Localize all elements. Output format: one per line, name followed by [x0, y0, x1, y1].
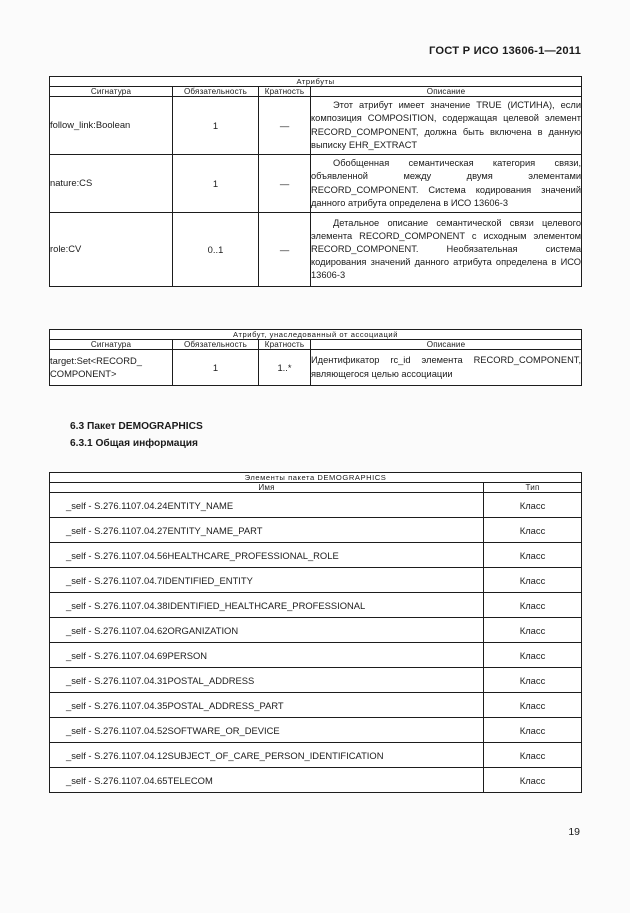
element-type: Класс — [484, 718, 582, 743]
table-header-row — [50, 87, 582, 97]
column-header-obligation: Обязательность — [173, 87, 259, 97]
element-type: Класс — [484, 768, 582, 793]
element-name: _self - S.276.1107.04.38IDENTIFIED_HEALTHCARE_PROFESSIONAL — [50, 593, 484, 618]
element-name: _self - S.276.1107.04.52SOFTWARE_OR_DEVICE — [50, 718, 484, 743]
attribute-obligation: 1 — [173, 155, 259, 213]
table-caption-row — [50, 473, 582, 483]
demographics-elements-table — [49, 472, 582, 793]
attribute-cardinality: — — [259, 213, 311, 287]
table-row — [50, 693, 582, 718]
table-row — [50, 668, 582, 693]
element-name: _self - S.276.1107.04.35POSTAL_ADDRESS_PART — [50, 693, 484, 718]
attribute-obligation: 1 — [173, 350, 259, 386]
table-row — [50, 213, 582, 287]
column-header-signature: Сигнатура — [50, 87, 173, 97]
element-type: Класс — [484, 668, 582, 693]
attribute-signature: target:Set<RECORD_ COMPONENT> — [50, 350, 173, 386]
table-header-row — [50, 483, 582, 493]
column-header-name: Имя — [50, 483, 484, 493]
table-row — [50, 493, 582, 518]
element-type: Класс — [484, 593, 582, 618]
attribute-signature: nature:CS — [50, 155, 173, 213]
demographics-table-caption: Элементы пакета DEMOGRAPHICS — [50, 473, 582, 483]
table-row — [50, 543, 582, 568]
page-number: 19 — [568, 826, 580, 838]
element-type: Класс — [484, 618, 582, 643]
table-row — [50, 155, 582, 213]
standard-designation: ГОСТ Р ИСО 13606-1—2011 — [429, 45, 581, 57]
attribute-signature: follow_link:Boolean — [50, 97, 173, 155]
element-name: _self - S.276.1107.04.7IDENTIFIED_ENTITY — [50, 568, 484, 593]
attribute-obligation: 0..1 — [173, 213, 259, 287]
column-header-description: Описание — [311, 87, 582, 97]
attribute-cardinality: — — [259, 97, 311, 155]
element-name: _self - S.276.1107.04.62ORGANIZATION — [50, 618, 484, 643]
table-row — [50, 618, 582, 643]
table-row — [50, 768, 582, 793]
attribute-description: Обобщенная семантическая категория связи, объявленной между двумя элементами RECORD_COMPONENT. Система кодирования значений данного атрибута определена в ИСО 13606-3 — [311, 155, 582, 213]
element-name: _self - S.276.1107.04.56HEALTHCARE_PROFESSIONAL_ROLE — [50, 543, 484, 568]
attribute-obligation: 1 — [173, 97, 259, 155]
column-header-obligation: Обязательность — [173, 340, 259, 350]
inherited-attribute-table — [49, 329, 582, 386]
table-row — [50, 743, 582, 768]
section-headings — [70, 419, 203, 452]
attribute-cardinality: 1..* — [259, 350, 311, 386]
table-row — [50, 568, 582, 593]
inherited-attribute-table-caption: Атрибут, унаследованный от ассоциаций — [50, 330, 582, 340]
table-row — [50, 643, 582, 668]
element-type: Класс — [484, 568, 582, 593]
element-name: _self - S.276.1107.04.12SUBJECT_OF_CARE_PERSON_IDENTIFICATION — [50, 743, 484, 768]
attribute-description: Детальное описание семантической связи целевого элемента RECORD_COMPONENT с исходным элементом RECORD_COMPONENT. Необязательная система кодирования значений данного атрибута определена в ИСО 13606-3 — [311, 213, 582, 287]
attribute-description: Идентификатор rc_id элемента RECORD_COMPONENT, являющегося целью ассоциации — [311, 350, 582, 386]
section-heading-6-3: 6.3 Пакет DEMOGRAPHICS — [70, 421, 203, 432]
table-row — [50, 350, 582, 386]
column-header-signature: Сигнатура — [50, 340, 173, 350]
table-caption-row — [50, 330, 582, 340]
element-type: Класс — [484, 743, 582, 768]
element-name: _self - S.276.1107.04.69PERSON — [50, 643, 484, 668]
table-header-row — [50, 340, 582, 350]
element-name: _self - S.276.1107.04.31POSTAL_ADDRESS — [50, 668, 484, 693]
attribute-signature: role:CV — [50, 213, 173, 287]
column-header-type: Тип — [484, 483, 582, 493]
column-header-cardinality: Кратность — [259, 87, 311, 97]
element-name: _self - S.276.1107.04.27ENTITY_NAME_PART — [50, 518, 484, 543]
table-row — [50, 593, 582, 618]
element-type: Класс — [484, 693, 582, 718]
attribute-cardinality: — — [259, 155, 311, 213]
element-name: _self - S.276.1107.04.65TELECOM — [50, 768, 484, 793]
table-caption-row — [50, 77, 582, 87]
element-type: Класс — [484, 643, 582, 668]
table-row — [50, 718, 582, 743]
column-header-cardinality: Кратность — [259, 340, 311, 350]
section-heading-6-3-1: 6.3.1 Общая информация — [70, 437, 198, 449]
attributes-table — [49, 76, 582, 287]
attributes-table-caption: Атрибуты — [50, 77, 582, 87]
table-row — [50, 97, 582, 155]
element-type: Класс — [484, 543, 582, 568]
column-header-description: Описание — [311, 340, 582, 350]
element-name: _self - S.276.1107.04.24ENTITY_NAME — [50, 493, 484, 518]
table-row — [50, 518, 582, 543]
element-type: Класс — [484, 518, 582, 543]
element-type: Класс — [484, 493, 582, 518]
attribute-description: Этот атрибут имеет значение TRUE (ИСТИНА), если композиция COMPOSITION, содержащая целевой элемент RECORD_COMPONENT, должна быть включена в данную выписку EHR_EXTRACT — [311, 97, 582, 155]
